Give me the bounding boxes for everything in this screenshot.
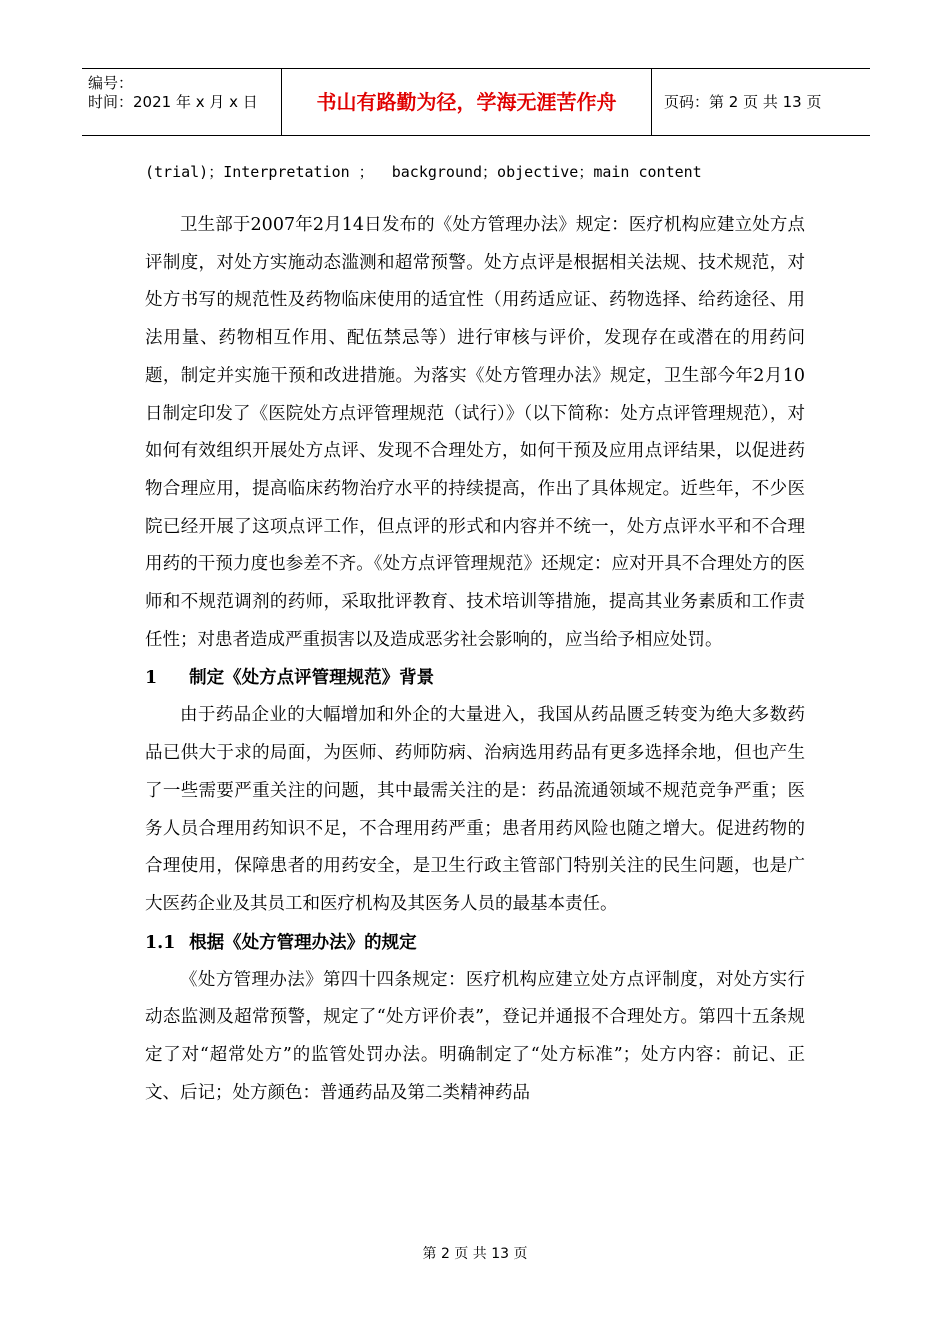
- section-number: 1: [145, 668, 158, 689]
- background-paragraph: 由于药品企业的大幅增加和外企的大量进入，我国从药品匮乏转变为绝大多数药品已供大于求的局面，为医师、药师防病、治病选用药品有更多选择余地，但也产生了一些需要严重关注的问题，其中最需关注的是：药品流通领域不规范竞争严重；医务人员合理用药知识不足，不合理用药严重；患者用药风险也随之增大。促进药物的合理使用，保障患者的用药安全，是卫生行政主管部门特别关注的民生问题，也是广大医药企业及其员工和医疗机构及其医务人员的最基本责任。: [145, 705, 805, 914]
- keywords-line: (trial)；Interpretation ； background；objective；main content: [145, 163, 702, 181]
- section-title: 制定《处方点评管理规范》背景: [189, 668, 435, 689]
- header-motto: 书山有路勤为径，学海无涯苦作舟: [282, 69, 652, 135]
- section-heading-1: [145, 659, 805, 697]
- header-meta: [82, 69, 282, 135]
- document-body: [145, 153, 805, 1112]
- section-heading-1-1: [145, 924, 805, 962]
- regulation-paragraph: 《处方管理办法》第四十四条规定：医疗机构应建立处方点评制度，对处方实行动态监测及超常预警，规定了“处方评价表”，登记并通报不合理处方。第四十五条规定了对“超常处方”的监管处罚办法。明确制定了“处方标准”；处方内容：前记、正文、后记；处方颜色：普通药品及第二类精神药品: [145, 969, 805, 1103]
- page-header: [82, 68, 870, 136]
- header-page-number: 页码：第 2 页 共 13 页: [664, 93, 822, 111]
- intro-paragraph: 卫生部于2007年2月14日发布的《处方管理办法》规定：医疗机构应建立处方点评制度，对处方实施动态滥测和超常预警。处方点评是根据相关法规、技术规范，对处方书写的规范性及药物临床使用的适宜性（用药适应证、药物选择、给药途径、用法用量、药物相互作用、配伍禁忌等）进行审核与评价，发现存在或潜在的用药问题，制定并实施干预和改进措施。为落实《处方管理办法》规定，卫生部今年2月10日制定印发了《医院处方点评管理规范（试行）》（以下简称：处方点评管理规范），对如何有效组织开展处方点评、发现不合理处方，如何干预及应用点评结果，以促进药物合理应用，提高临床药物治疗水平的持续提高，作出了具体规定。近些年，不少医院已经开展了这项点评工作，但点评的形式和内容并不统一，处方点评水平和不合理用药的干预力度也参差不齐。《处方点评管理规范》还规定：应对开具不合理处方的医师和不规范调剂的药师，采取批评教育、技术培训等措施，提高其业务素质和工作责任性；对患者造成严重损害以及造成恶劣社会影响的，应当给予相应处罚。: [145, 215, 805, 650]
- document-number-label: 编号：: [88, 74, 134, 92]
- page-footer: 第 2 页 共 13 页: [422, 1246, 528, 1262]
- section-title: 根据《处方管理办法》的规定: [189, 932, 417, 953]
- section-number: 1.1: [145, 932, 176, 953]
- document-time-label: 时间：2021 年 x 月 x 日: [88, 93, 258, 111]
